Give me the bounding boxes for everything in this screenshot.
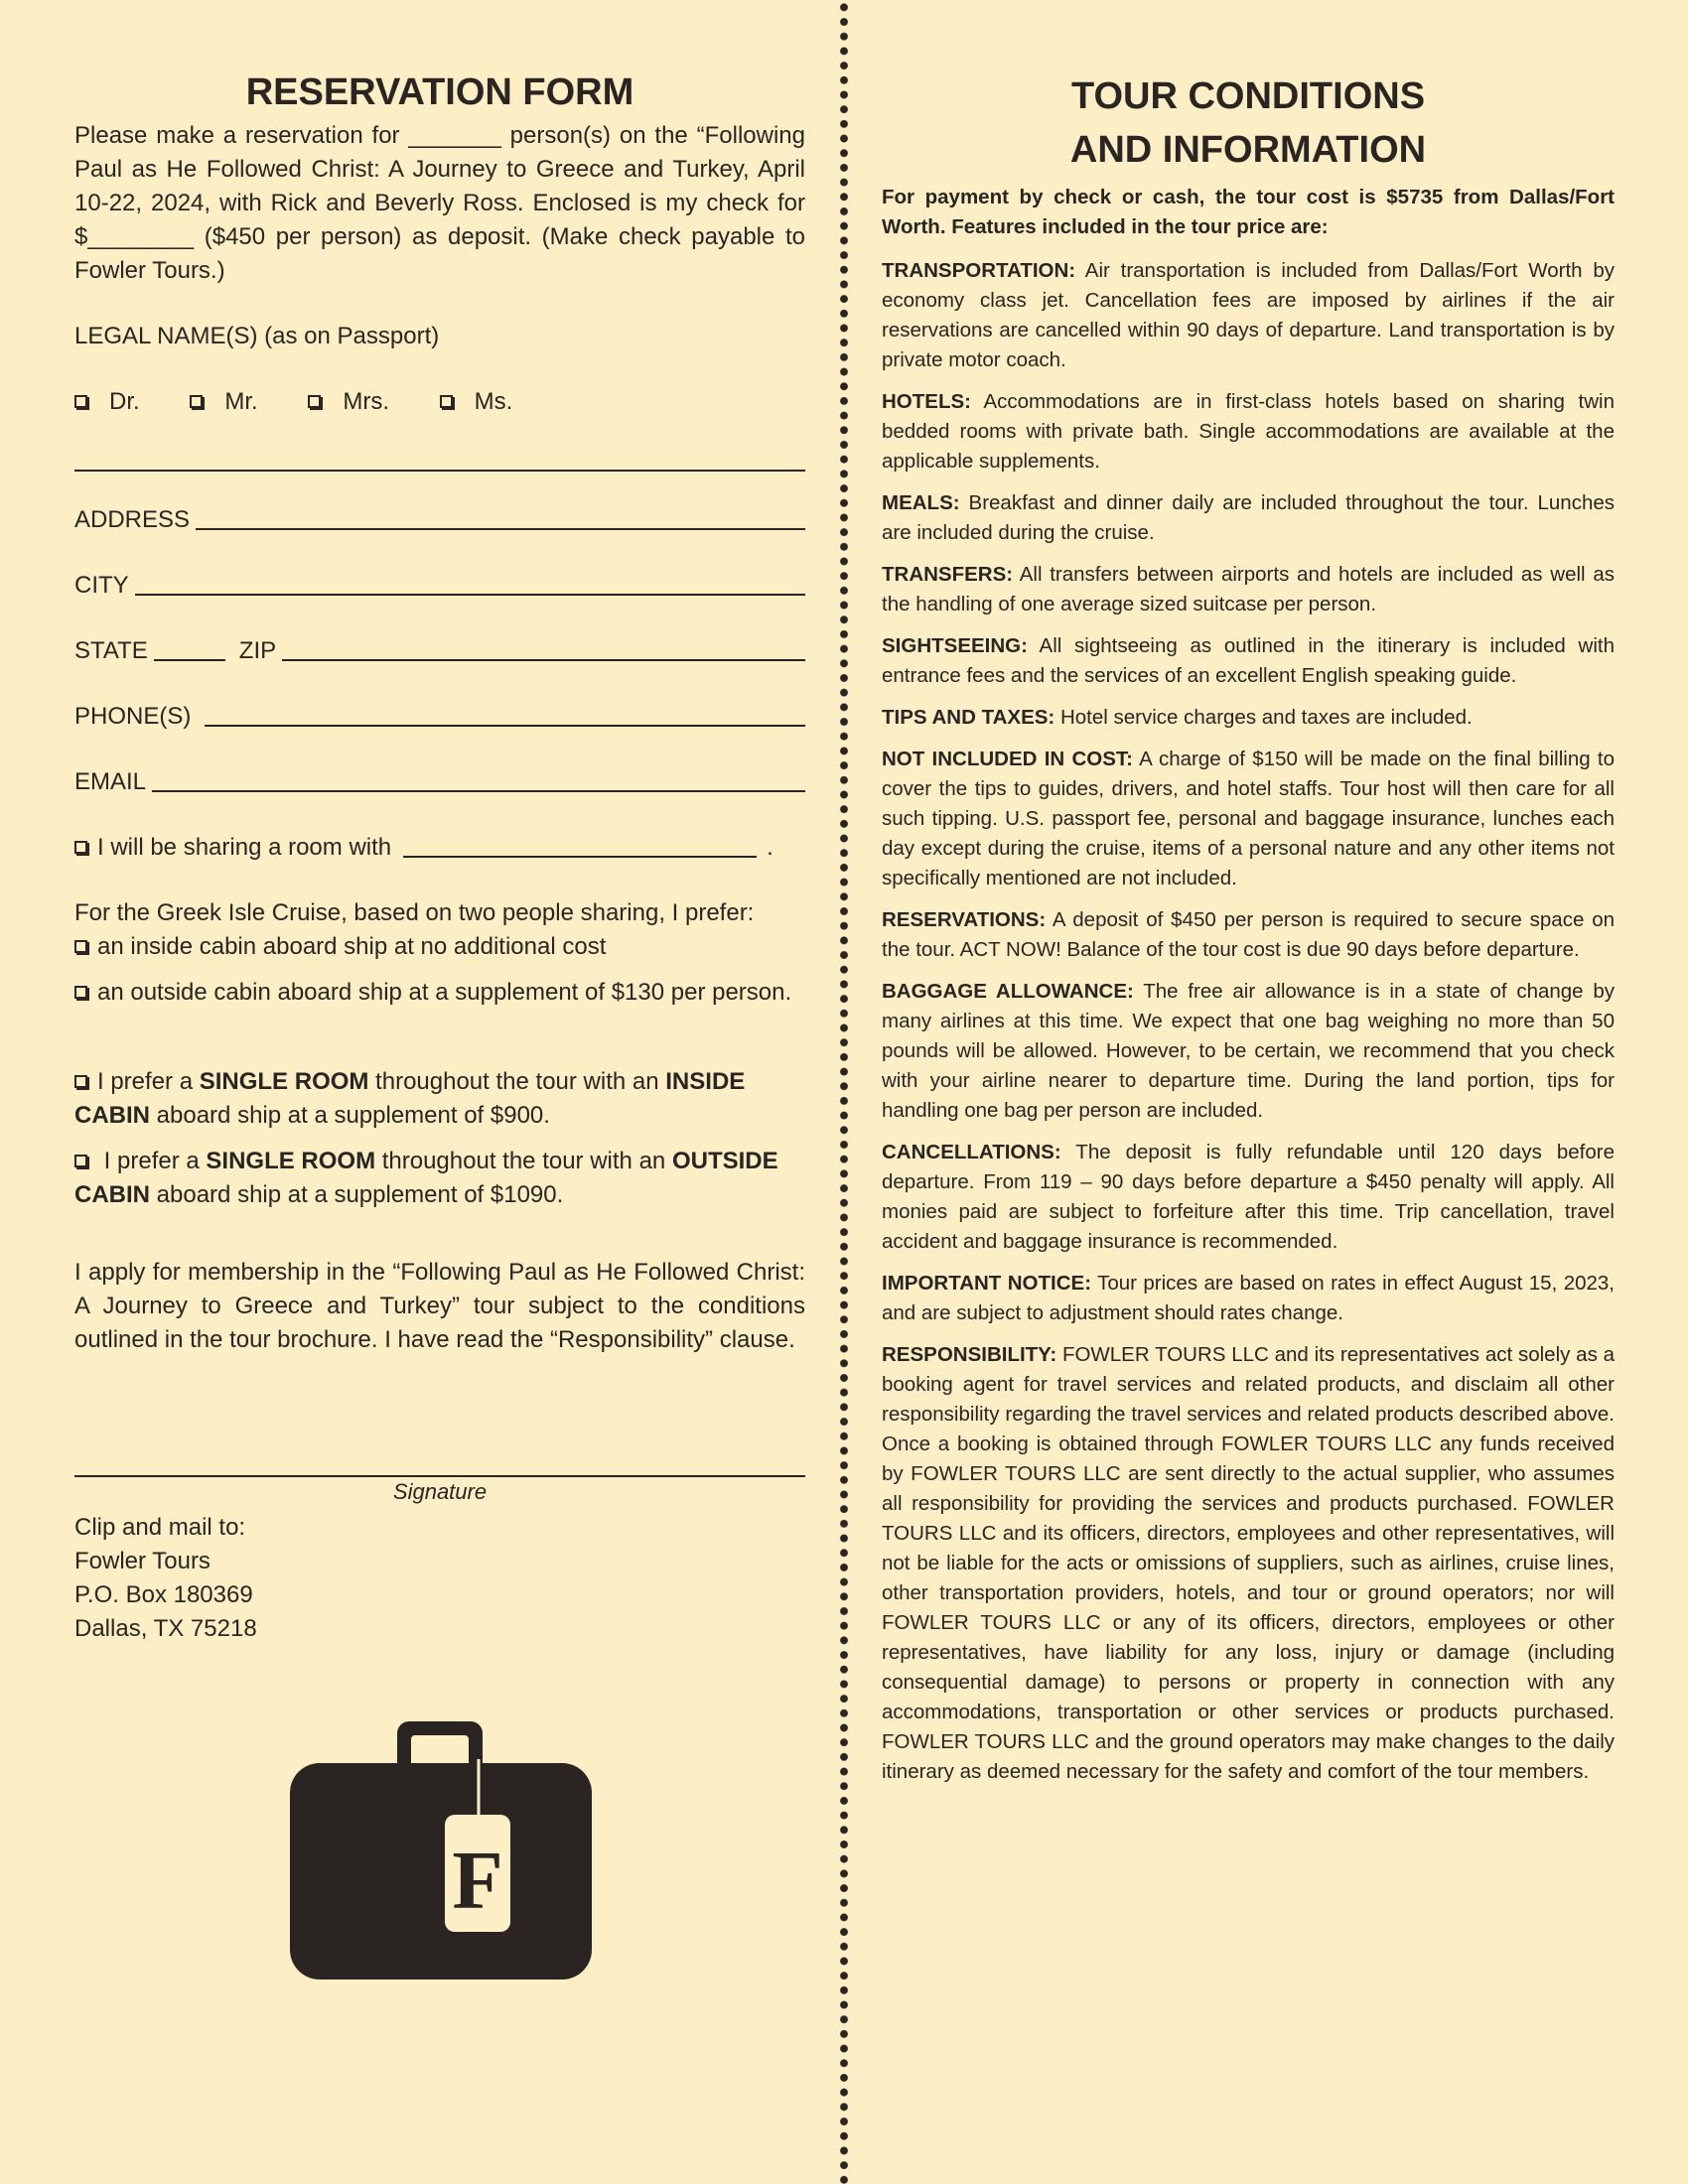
honorific-mrs[interactable]: Mrs. — [308, 388, 411, 415]
honorific-options — [74, 385, 805, 419]
condition-text: All sightseeing as outlined in the itinerary is included with entrance fees and the services of an excellent English speaking guide. — [882, 634, 1615, 687]
checkbox-icon[interactable] — [190, 395, 203, 408]
checkbox-icon[interactable] — [74, 1155, 87, 1167]
city-field[interactable] — [74, 569, 805, 603]
room-share-label: I will be sharing a room with — [97, 834, 392, 861]
condition-text: Breakfast and dinner daily are included throughout the tour. Lunches are included during the cruise. — [882, 491, 1615, 544]
condition-heading: RESPONSIBILITY: — [882, 1343, 1057, 1366]
state-label: STATE — [74, 637, 148, 664]
condition-text: A charge of $150 will be made on the final billing to cover the tips to guides, drivers, and hotel staffs. Tour host will then care for all such tipping. U.S. passport fee, personal and baggage insurance, lunches each day except during the cruise, items of a personal nature and any other items not specifically mentioned are not included. — [882, 748, 1615, 889]
condition-heading: TIPS AND TAXES: — [882, 706, 1055, 729]
condition-item — [882, 387, 1615, 477]
condition-heading: MEALS: — [882, 491, 960, 514]
tour-conditions — [882, 69, 1615, 1799]
reservation-form — [74, 69, 805, 1646]
checkbox-icon[interactable] — [308, 395, 321, 408]
state-zip-field[interactable] — [74, 634, 805, 668]
address-line[interactable] — [196, 527, 805, 530]
phone-label: PHONE(S) — [74, 703, 192, 730]
signature-label: Signature — [392, 1479, 488, 1504]
condition-heading: CANCELLATIONS: — [882, 1141, 1061, 1163]
checkbox-icon[interactable] — [74, 841, 87, 854]
checkbox-icon[interactable] — [74, 986, 87, 999]
legal-name-label: LEGAL NAME(S) (as on Passport) — [74, 323, 440, 349]
conditions-lead: For payment by check or cash, the tour cost is $5735 from Dallas/Fort Worth. Features included in the tour price are: — [882, 186, 1615, 238]
legal-name-line[interactable] — [74, 469, 805, 472]
cruise-intro: For the Greek Isle Cruise, based on two people sharing, I prefer: — [74, 899, 755, 926]
condition-heading: BAGGAGE ALLOWANCE: — [882, 980, 1134, 1003]
condition-text: Air transportation is included from Dallas/Fort Worth by economy class jet. Cancellation fees are imposed by airlines if the air reservations are cancelled within 90 days of departure. Land transportation is by private motor coach. — [882, 259, 1615, 371]
condition-text: Hotel service charges and taxes are included. — [1055, 706, 1473, 729]
room-share-line[interactable] — [403, 855, 757, 858]
phone-field[interactable] — [74, 700, 805, 734]
logo-letter: F — [452, 1835, 503, 1927]
suitcase-logo-icon — [290, 1719, 592, 1979]
condition-heading: TRANSPORTATION: — [882, 259, 1076, 282]
cabin-outside-option[interactable]: an outside cabin aboard ship at a supplement of $130 per person. — [74, 976, 805, 1010]
room-share-field[interactable]: I will be sharing a room with . — [74, 831, 805, 865]
state-line[interactable] — [154, 658, 225, 661]
honorific-dr[interactable]: Dr. — [74, 388, 162, 415]
condition-text: Accommodations are in first-class hotels based on sharing twin bedded rooms with private bath. Single accommodations are available at the applicable supplements. — [882, 390, 1615, 473]
condition-item — [882, 1340, 1615, 1787]
single-inside-option[interactable]: I prefer a SINGLE ROOM throughout the tour with an INSIDE CABIN aboard ship at a supplement of $900. — [74, 1068, 746, 1129]
zip-label: ZIP — [238, 637, 277, 664]
checkbox-icon[interactable] — [74, 1075, 87, 1088]
single-outside-option[interactable]: I prefer a SINGLE ROOM throughout the tour with an OUTSIDE CABIN aboard ship at a supplement of $1090. — [74, 1148, 778, 1208]
condition-item — [882, 745, 1615, 893]
honorific-ms[interactable]: Ms. — [440, 388, 535, 415]
condition-heading: HOTELS: — [882, 390, 971, 413]
condition-item — [882, 631, 1615, 691]
condition-text: The free air allowance is in a state of change by many airlines at this time. We expect that one bag weighing no more than 50 pounds will be allowed. However, to be certain, we recommend that you check with your airline nearer to departure time. During the land portion, tips for handling one bag per person are included. — [882, 980, 1615, 1122]
email-label: EMAIL — [74, 768, 147, 795]
condition-item — [882, 560, 1615, 619]
condition-heading: IMPORTANT NOTICE: — [882, 1272, 1092, 1295]
city-line[interactable] — [135, 593, 805, 596]
conditions-list — [882, 256, 1615, 1787]
address-field[interactable] — [74, 503, 805, 537]
condition-item — [882, 703, 1615, 733]
condition-item — [882, 488, 1615, 548]
condition-heading: TRANSFERS: — [882, 563, 1014, 586]
condition-item — [882, 1138, 1615, 1257]
cabin-inside-option[interactable]: an inside cabin aboard ship at no additional cost — [74, 930, 805, 964]
reservation-intro — [74, 119, 805, 288]
condition-heading: SIGHTSEEING: — [882, 634, 1028, 657]
cut-line-divider — [837, 0, 851, 2184]
email-line[interactable] — [152, 789, 805, 792]
phone-line[interactable] — [205, 724, 805, 727]
membership-statement: I apply for membership in the “Following Paul as He Followed Christ: A Journey to Greece and Turkey” tour subject to the conditions outlined in the tour brochure. I have read the “Responsibility” clause. — [74, 1259, 805, 1353]
checkbox-icon[interactable] — [74, 940, 87, 953]
condition-text: The deposit is fully refundable until 120 days before departure. From 119 – 90 days before departure a $450 penalty will apply. All monies paid are subject to forfeiture after this time. Trip cancellation, travel accident and baggage insurance is recommended. — [882, 1141, 1615, 1253]
city-label: CITY — [74, 572, 129, 599]
address-label: ADDRESS — [74, 506, 191, 533]
condition-item — [882, 1269, 1615, 1328]
condition-text: A deposit of $450 per person is required to secure space on the tour. ACT NOW! Balance of the tour cost is due 90 days before departure. — [882, 908, 1615, 961]
condition-heading: NOT INCLUDED IN COST: — [882, 748, 1133, 770]
condition-item — [882, 256, 1615, 375]
condition-text: Tour prices are based on rates in effect August 15, 2023, and are subject to adjustment should rates change. — [882, 1272, 1615, 1324]
mailing-address: Clip and mail to: Fowler Tours P.O. Box 180369 Dallas, TX 75218 — [74, 1514, 257, 1642]
checkbox-icon[interactable] — [74, 395, 87, 408]
conditions-title: TOUR CONDITIONS AND INFORMATION — [1069, 75, 1427, 171]
intro-paragraph: Please make a reservation for _______ person(s) on the “Following Paul as He Followed Christ: A Journey to Greece and Turkey, April 10-22, 2024, with Rick and Beverly Ross. Enclosed is my check for $________ ($450 per person) as deposit. (Make check payable to Fowler Tours.) — [74, 122, 805, 284]
condition-item — [882, 905, 1615, 965]
checkbox-icon[interactable] — [440, 395, 453, 408]
honorific-mr[interactable]: Mr. — [190, 388, 279, 415]
email-field[interactable] — [74, 765, 805, 799]
reservation-title: RESERVATION FORM — [245, 71, 634, 113]
condition-item — [882, 977, 1615, 1126]
condition-heading: RESERVATIONS: — [882, 908, 1047, 931]
condition-text: FOWLER TOURS LLC and its representatives act solely as a booking agent for travel services and related products, and disclaim all other responsibility regarding the travel services and related products described above. Once a booking is obtained through FOWLER TOURS LLC any funds received by FOWLER TOURS LLC are sent directly to the actual supplier, who assumes all responsibility for providing the services and products purchased. FOWLER TOURS LLC and its officers, directors, employees and other representatives, will not be liable for the acts or omissions of suppliers, such as airlines, cruise lines, other transportation providers, hotels, and tour or ground operators; nor will FOWLER TOURS LLC or any of its officers, directors, employees or other representatives, have liability for any loss, injury or damage (including consequential damage) to persons or property in connection with any accommodations, transportation or other services or products purchased. FOWLER TOURS LLC and the ground operators may make changes to the daily itinerary as deemed necessary for the safety and comfort of the tour members. — [882, 1343, 1615, 1783]
condition-text: All transfers between airports and hotels are included as well as the handling of one average sized suitcase per person. — [882, 563, 1615, 615]
zip-line[interactable] — [282, 658, 805, 661]
